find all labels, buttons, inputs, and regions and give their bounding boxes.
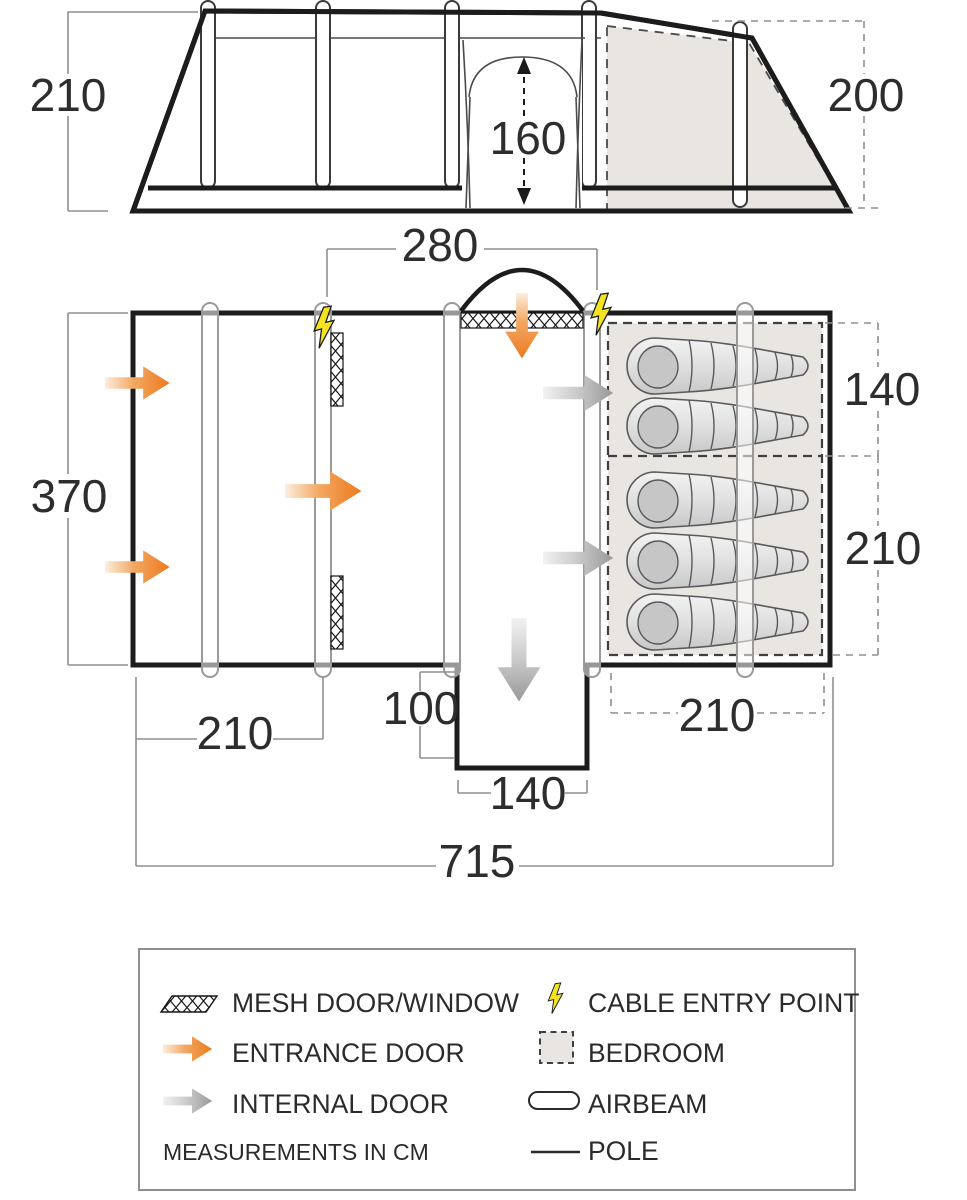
- airbeam-legend-icon: [529, 1092, 579, 1109]
- internal-arrow: [498, 618, 541, 701]
- dim-side-left-height: 210: [29, 69, 107, 121]
- bedroom-legend-icon: [540, 1032, 573, 1063]
- legend-mesh-label: MESH DOOR/WINDOW: [232, 988, 520, 1018]
- dim-side-door-height: 160: [489, 112, 567, 164]
- entrance-arrow: [105, 550, 170, 583]
- dim-side-right-height: 200: [827, 69, 905, 121]
- legend-internal-label: INTERNAL DOOR: [232, 1089, 449, 1119]
- dim-plan-depth: 370: [30, 470, 108, 522]
- side-bedroom-area: [607, 26, 848, 210]
- legend-measurements-note: MEASUREMENTS IN CM: [163, 1139, 429, 1165]
- dim-front-width: 210: [196, 707, 274, 759]
- legend-entrance-label: ENTRANCE DOOR: [232, 1038, 465, 1068]
- dim-door-span: 280: [401, 219, 479, 271]
- dim-total-width: 715: [438, 835, 516, 887]
- internal-arrow: [543, 375, 613, 411]
- internal-arrow: [543, 540, 613, 576]
- legend-bedroom-label: BEDROOM: [588, 1038, 725, 1068]
- legend: [139, 949, 859, 1190]
- legend-cable-label: CABLE ENTRY POINT: [588, 988, 860, 1018]
- dim-porch-width: 140: [489, 767, 567, 819]
- legend-airbeam-label: AIRBEAM: [588, 1089, 708, 1119]
- mesh-window-bottom: [331, 576, 343, 649]
- dim-bedroom-small: 140: [843, 363, 921, 415]
- entrance-arrow: [105, 366, 170, 399]
- mesh-window-top: [331, 333, 343, 406]
- dim-bedroom-large: 210: [844, 522, 922, 574]
- floor-plan-view: [31, 219, 922, 887]
- dim-bedroom-width: 210: [678, 689, 756, 741]
- side-elevation-view: [30, 1, 905, 211]
- legend-pole-label: POLE: [588, 1136, 659, 1166]
- dim-porch-depth: 100: [382, 682, 460, 734]
